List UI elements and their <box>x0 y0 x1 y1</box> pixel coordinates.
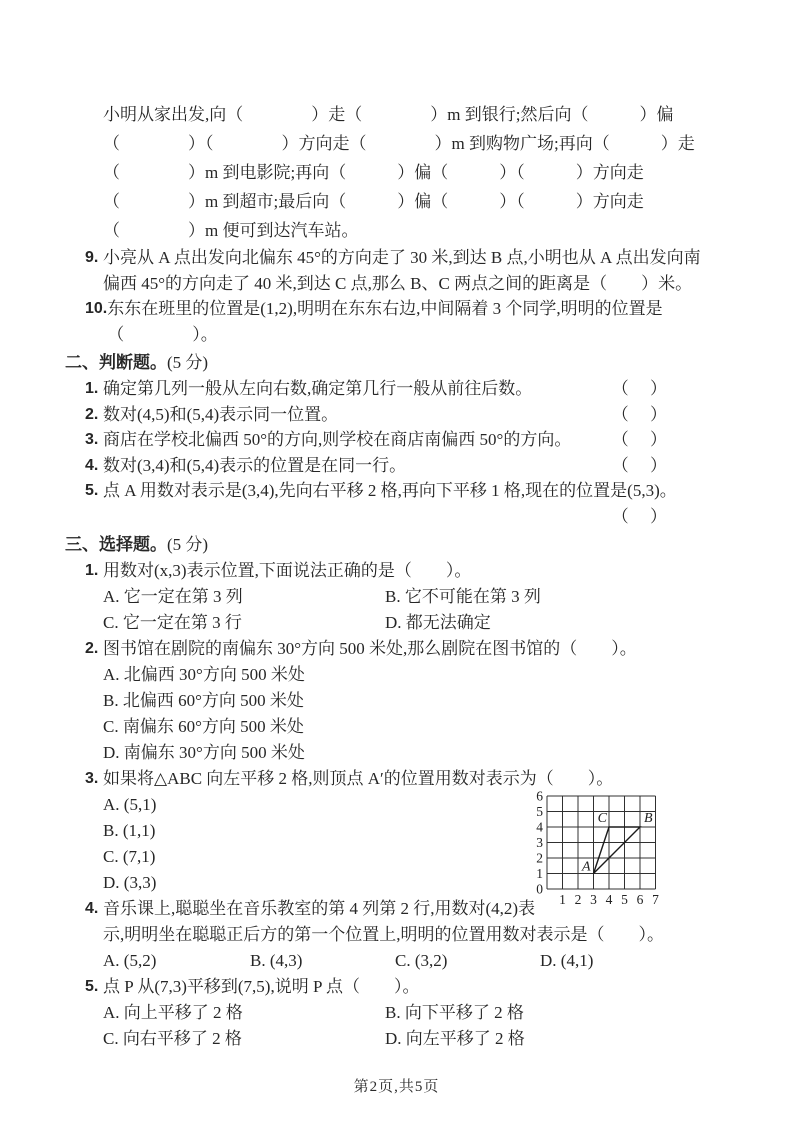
page-footer: 第2页,共5页 <box>353 1079 440 1095</box>
answer-bracket: （ ） <box>611 404 667 424</box>
judgment-text: 数对(4,5)和(5,4)表示同一位置。 <box>103 404 339 424</box>
option-d: D. 南偏东 30°方向 500 米处 <box>103 743 305 762</box>
question-number: 2. <box>85 405 99 423</box>
svg-text:C: C <box>597 811 607 826</box>
svg-text:2: 2 <box>574 892 582 907</box>
option-b: B. (4,3) <box>250 951 303 970</box>
answer-bracket: （ ） <box>611 506 667 526</box>
judgment-item-2 <box>85 402 733 428</box>
options-grid <box>103 948 733 974</box>
fill-blank-line: （ ）（ ）方向走（ ）m 到购物广场;再向（ ）走 <box>103 134 695 153</box>
question-text: 偏西 45°的方向走了 40 米,到达 C 点,那么 B、C 两点之间的距离是（ ）米。 <box>103 273 693 293</box>
question-stem: 音乐课上,聪聪坐在音乐教室的第 4 列第 2 行,用数对(4,2)表 <box>103 899 536 918</box>
question-stem: 如果将△ABC 向左平移 2 格,则顶点 A′的位置用数对表示为（ ）。 <box>103 769 614 788</box>
question-text: 东东在班里的位置是(1,2),明明在东东右边,中间隔着 3 个同学,明明的位置是 <box>107 299 663 318</box>
svg-text:A: A <box>581 859 591 875</box>
question-stem: 图书馆在剧院的南偏东 30°方向 500 米处,那么剧院在图书馆的（ ）。 <box>103 639 637 658</box>
fill-blank-line: （ ）m 到电影院;再向（ ）偏（ ）（ ）方向走 <box>103 163 644 182</box>
question-stem: 点 P 从(7,3)平移到(7,5),说明 P 点（ ）。 <box>103 977 420 996</box>
svg-text:6: 6 <box>636 892 644 907</box>
fill-blank-question <box>65 100 733 347</box>
svg-text:3: 3 <box>590 892 597 907</box>
option-d: D. 都无法确定 <box>385 613 491 632</box>
option-c: C. 向右平移了 2 格 <box>103 1029 242 1048</box>
option-d: D. (4,1) <box>540 951 594 970</box>
judgment-item-1 <box>85 376 733 402</box>
svg-text:2: 2 <box>536 850 543 866</box>
option-a: A. (5,1) <box>103 795 157 814</box>
question-stem: 示,明明坐在聪聪正后方的第一个位置上,明明的位置用数对表示是（ ）。 <box>103 925 664 944</box>
answer-bracket: （ ）。 <box>107 324 218 344</box>
question-9 <box>85 245 733 296</box>
svg-text:4: 4 <box>605 892 613 907</box>
choice-question-1 <box>85 558 733 636</box>
section-score: (5 分) <box>167 535 209 554</box>
question-number: 3. <box>85 770 99 787</box>
coordinate-grid-figure <box>530 786 668 908</box>
option-b: B. 北偏西 60°方向 500 米处 <box>103 691 304 710</box>
svg-text:0: 0 <box>536 881 543 897</box>
option-d: D. (3,3) <box>103 873 157 892</box>
judgment-text: 确定第几列一般从左向右数,确定第几行一般从前往后数。 <box>103 379 533 398</box>
svg-text:1: 1 <box>559 892 566 907</box>
option-a: A. 向上平移了 2 格 <box>103 1003 243 1022</box>
option-b: B. 它不可能在第 3 列 <box>385 587 541 606</box>
option-b: B. 向下平移了 2 格 <box>385 1003 524 1022</box>
judgment-text: 商店在学校北偏西 50°的方向,则学校在商店南偏西 50°的方向。 <box>103 430 572 449</box>
svg-text:6: 6 <box>536 788 543 804</box>
judgment-item-5 <box>85 478 733 504</box>
svg-text:5: 5 <box>536 804 543 819</box>
question-number: 3. <box>85 431 99 448</box>
option-c: C. 它一定在第 3 行 <box>103 613 242 632</box>
question-number: 9. <box>85 249 99 266</box>
question-number: 10. <box>85 300 108 317</box>
svg-text:1: 1 <box>536 866 543 881</box>
svg-text:B: B <box>644 811 653 826</box>
svg-text:4: 4 <box>536 819 543 835</box>
question-number: 5. <box>85 482 99 499</box>
option-c: C. (7,1) <box>103 847 156 866</box>
option-d: D. 向左平移了 2 格 <box>385 1029 525 1048</box>
answer-bracket: （ ） <box>611 379 667 398</box>
answer-bracket: （ ） <box>611 455 667 475</box>
choice-question-5 <box>85 974 733 1052</box>
triangle-grid-svg <box>530 786 668 908</box>
question-number: 5. <box>85 978 99 995</box>
option-b: B. (1,1) <box>103 821 156 840</box>
judgment-item-3 <box>85 427 733 453</box>
section-choice-header <box>65 532 733 558</box>
options-list <box>103 662 733 766</box>
judgment-text: 点 A 用数对表示是(3,4),先向右平移 2 格,再向下平移 1 格,现在的位置是(5,3)。 <box>103 481 677 500</box>
option-a: A. 它一定在第 3 列 <box>103 587 243 606</box>
section-title: 三、选择题。 <box>65 535 167 554</box>
option-a: A. 北偏西 30°方向 500 米处 <box>103 665 305 684</box>
question-number: 1. <box>85 380 99 397</box>
judgment-list <box>65 376 733 529</box>
svg-text:3: 3 <box>536 835 543 850</box>
option-c: C. 南偏东 60°方向 500 米处 <box>103 717 304 736</box>
question-number: 4. <box>85 456 99 474</box>
svg-text:7: 7 <box>652 892 659 907</box>
question-number: 2. <box>85 640 99 657</box>
question-text: 小亮从 A 点出发向北偏东 45°的方向走了 30 米,到达 B 点,小明也从 A 点出发向南 <box>103 248 701 267</box>
options-grid <box>103 584 733 636</box>
fill-blank-line: （ ）m 到超市;最后向（ ）偏（ ）（ ）方向走 <box>103 192 644 211</box>
fill-blank-line: （ ）m 便可到达汽车站。 <box>103 221 359 240</box>
answer-bracket: （ ） <box>611 430 667 449</box>
option-c: C. (3,2) <box>395 951 448 970</box>
choice-question-3 <box>85 766 733 907</box>
choice-question-2 <box>85 636 733 766</box>
option-a: A. (5,2) <box>103 951 157 970</box>
choice-list <box>65 558 733 1052</box>
section-score: (5 分) <box>167 353 209 372</box>
judgment-item-4 <box>85 453 733 479</box>
judgment-text: 数对(3,4)和(5,4)表示的位置是在同一行。 <box>103 455 407 475</box>
section-title: 二、判断题。 <box>65 353 167 372</box>
fill-blank-line: 小明从家出发,向（ ）走（ ）m 到银行;然后向（ ）偏 <box>103 105 674 124</box>
options-grid <box>103 1000 733 1052</box>
question-number: 1. <box>85 562 99 579</box>
question-10 <box>85 296 733 347</box>
section-judgment-header <box>65 350 733 376</box>
question-stem: 用数对(x,3)表示位置,下面说法正确的是（ ）。 <box>103 561 472 580</box>
question-number: 4. <box>85 900 99 917</box>
svg-text:5: 5 <box>621 892 628 907</box>
